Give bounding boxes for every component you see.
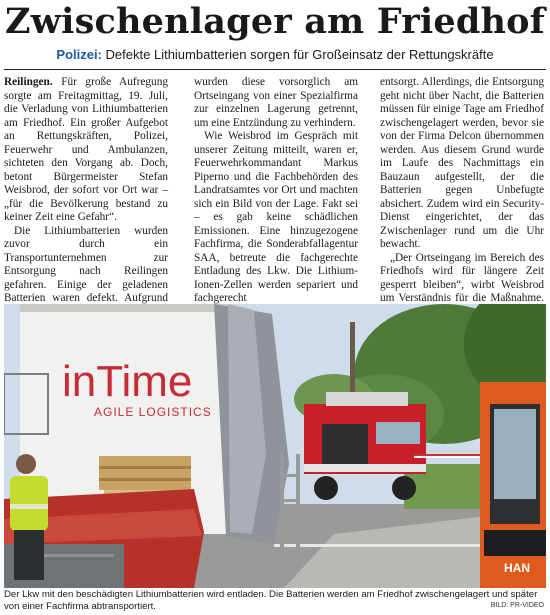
trailer-brand-subtitle: AGILE LOGISTICS	[94, 405, 212, 419]
paragraph	[4, 76, 168, 225]
article-column-3	[380, 76, 544, 319]
paragraph: Die Lithiumbatterien wurden zuvor durch ein Transportunternehmen zur Entsorgung nach Reilingen gefahren. Einige der geladenen Batterien waren defekt. Aufgrund	[4, 224, 168, 304]
article-column-1	[4, 76, 168, 333]
photo-illustration	[4, 304, 546, 588]
news-photo	[4, 304, 546, 588]
photo-credit: BILD: PR-VIDEO	[490, 602, 544, 609]
paragraph: entsorgt. Allerdings, die Entsorgung geht nicht über Nacht, die Batterien müssen für einige Tage am Friedhof zwischengelagert werden, bevor sie von der Firma Delcon übernommen werden. Aus diesem Grund wurde im Laufe des Nachmittags ein Bauzaun aufgestellt, der die Batterien gegen Unbefugte absichert. Zudem wird ein Security-Dienst eingerichtet, der das Zwischenlager rund um die Uhr bewacht.	[380, 76, 544, 250]
trailer-brand-logo: inTime	[62, 357, 193, 406]
article-column-2	[194, 76, 358, 306]
subheadline-text: Defekte Lithiumbatterien sorgen für Großeinsatz der Rettungskräfte	[105, 47, 494, 62]
forklift-label: HAN	[504, 561, 530, 575]
dateline: Reilingen.	[4, 76, 53, 88]
photo-caption: Der Lkw mit den beschädigten Lithiumbatterien wird entladen. Die Batterien werden am Friedhof zwischengelagert und später von einer Fachfirma abtransportiert.	[4, 589, 538, 612]
divider-rule	[4, 69, 546, 70]
paragraph: Wie Weisbrod im Gespräch mit unserer Zeitung mitteilt, waren er, Feuerwehrkommandant Markus Piperno und die Fachbehörden des Landratsamtes vor Ort und machten sich ein Bild von der Lage. Fakt sei – es gab keine schädlichen Emissionen. Eine hinzugezogene Fachfirma, die Sonderabfallagentur SAA, betreute die fachgerechte Entladung des Lkw. Die Lithium-Ionen-Zellen werden separiert und fachgerecht	[194, 130, 358, 304]
subheadline	[0, 47, 550, 62]
paragraph: wurden diese vorsorglich am Ortseingang von einer Spezialfirma zur einzelnen Lagerung getrennt, um eine Entzündung zu verhindern.	[194, 76, 358, 129]
headline: Zwischenlager am Friedhof	[5, 1, 545, 42]
kicker: Polizei:	[56, 47, 102, 62]
paragraph-text: Für große Aufregung sorgte am Freitagmittag, 19. Juli, die Verladung von Lithiumbatterien am Friedhof. Ein großer Aufgebot an Rettungskräften, Polizei, Feuerwehr und Ambulanzen, sichteten den Vorgang ab. Doch, betont Bürgermeister Stefan Weisbrod, der sofort vor Ort war – „für die Bevölkerung bestand zu keiner Zeit eine Gefahr“.	[4, 76, 168, 223]
paragraph-text: „Der Ortseingang im Bereich des Friedhofs wird für längere Zeit gesperrt bleiben“, wirbt Weisbrod um Verständnis für die Maßnahme.	[380, 251, 544, 304]
